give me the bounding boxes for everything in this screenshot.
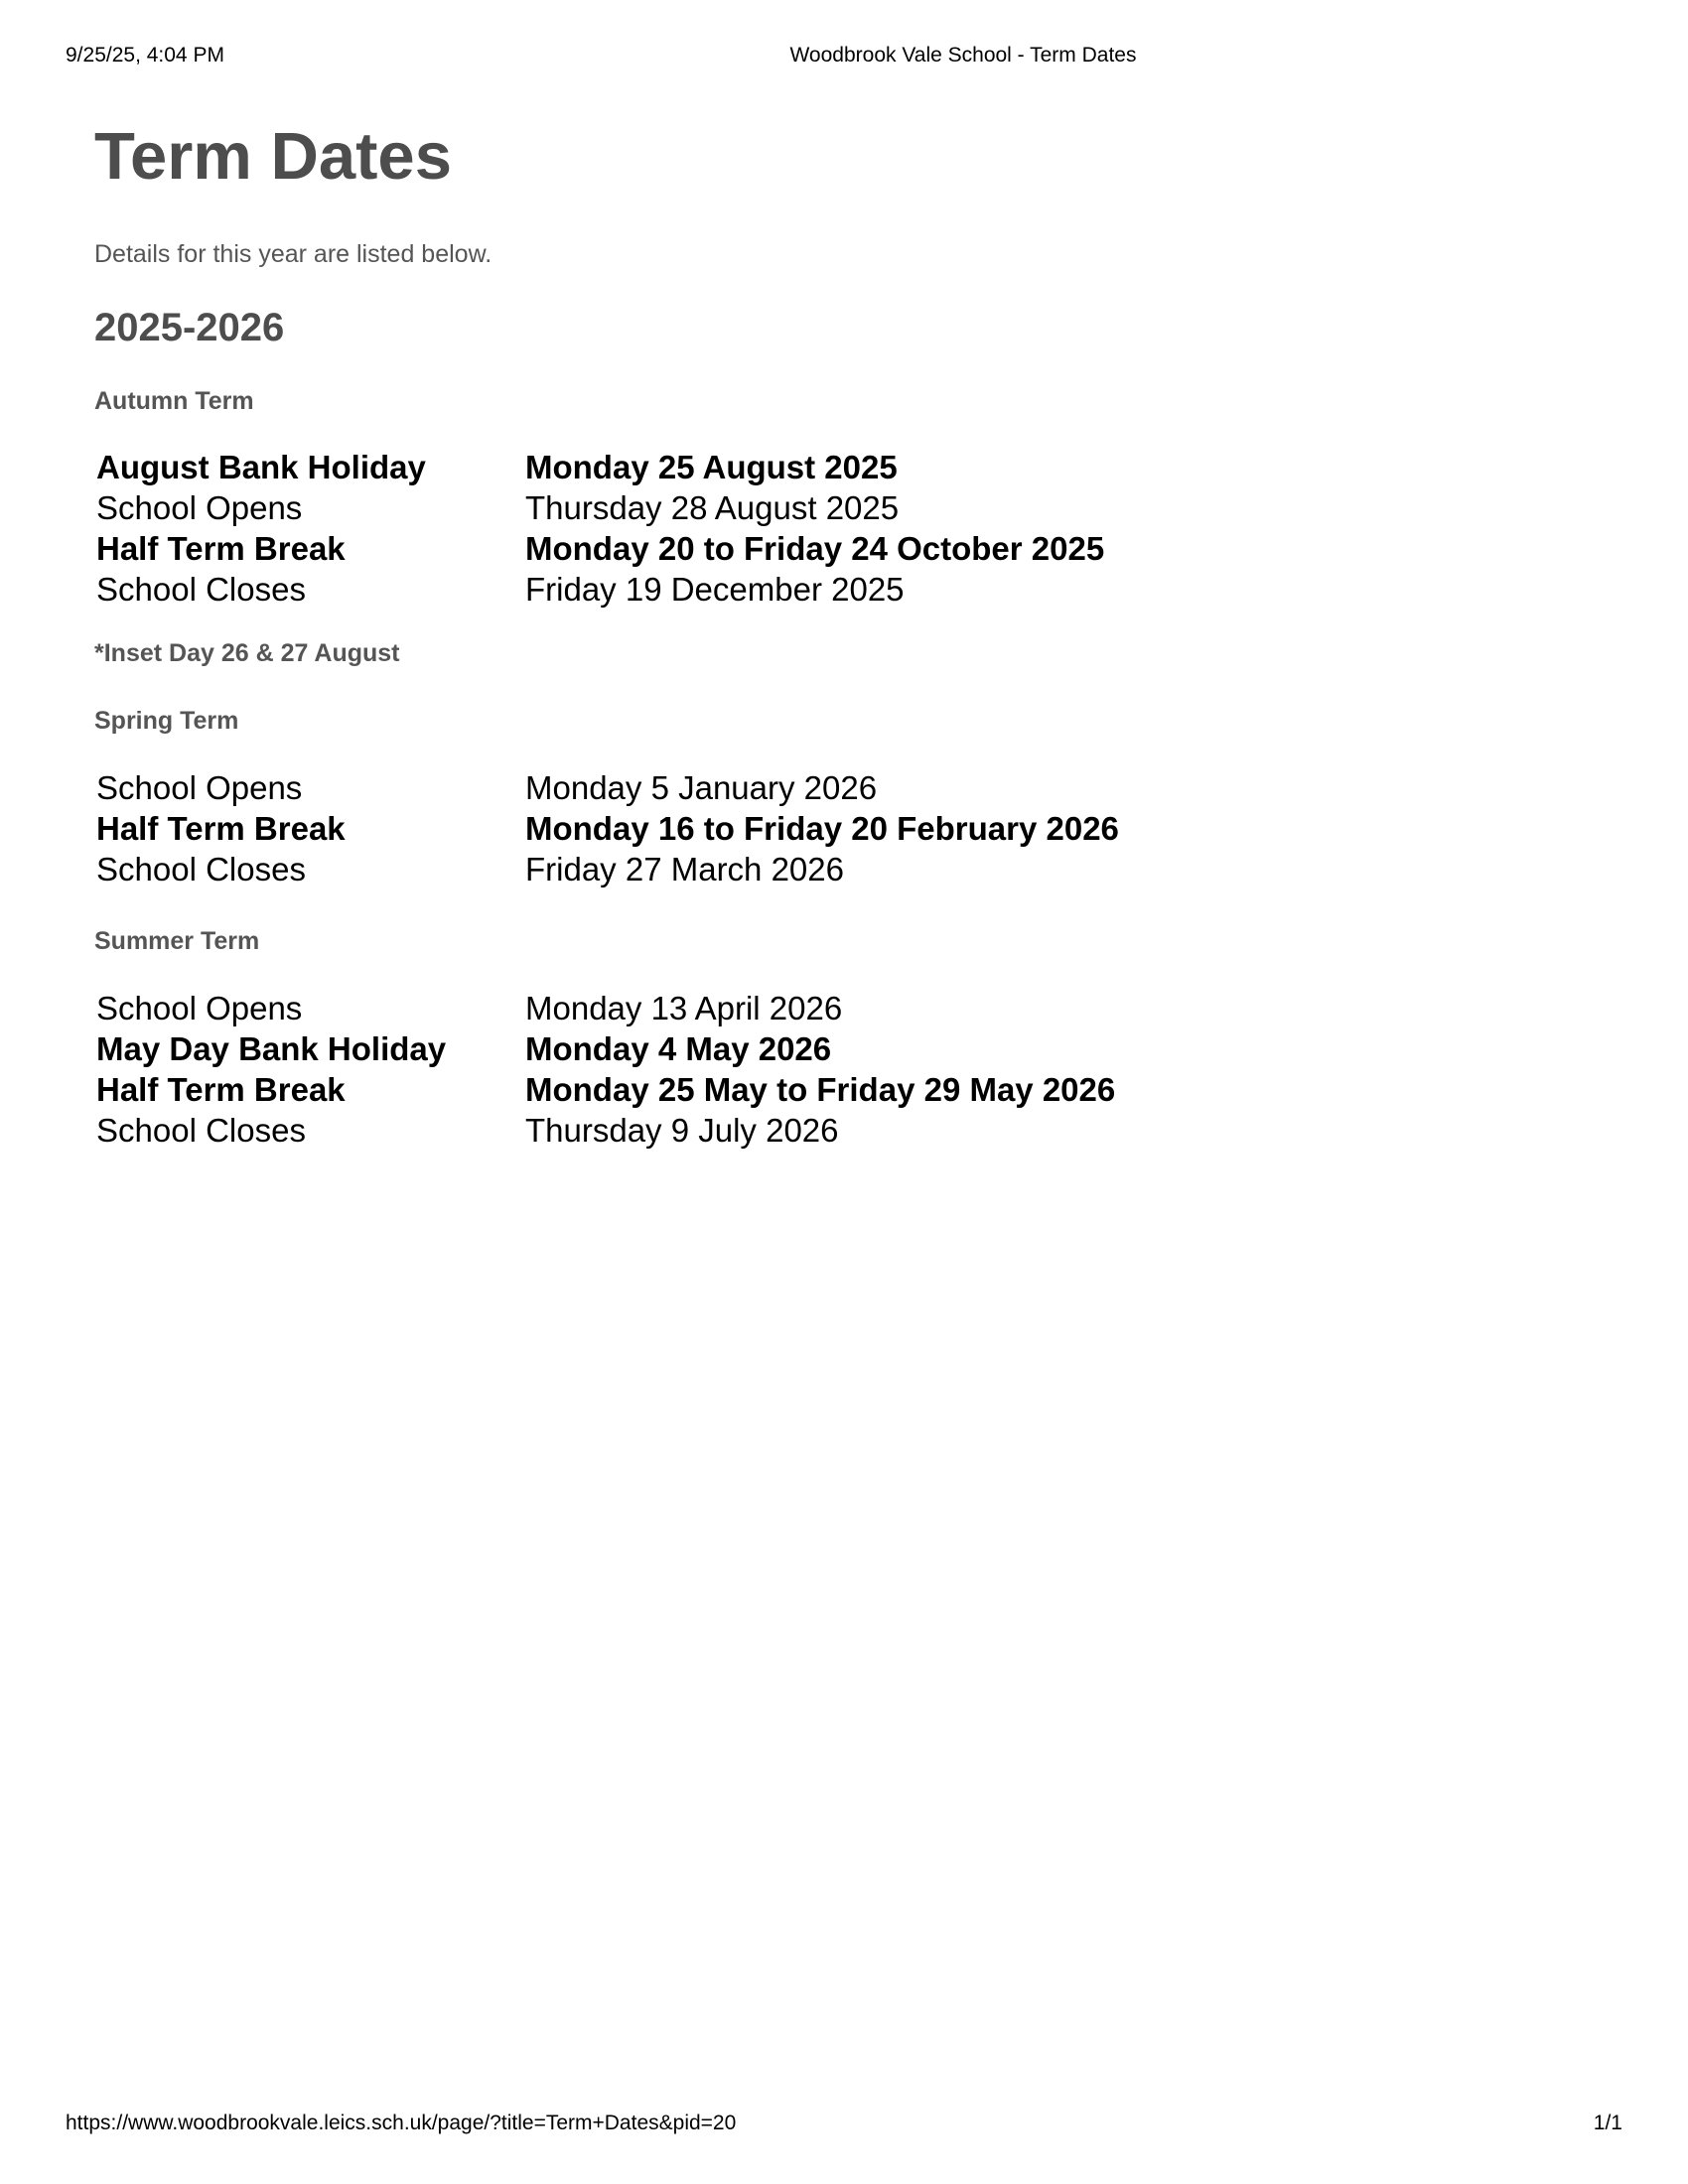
row-date: Monday 20 to Friday 24 October 2025: [525, 530, 1105, 567]
row-date: Monday 13 April 2026: [525, 990, 843, 1026]
row-label: School Opens: [96, 990, 303, 1026]
table-row: [96, 849, 1119, 889]
row-date: Thursday 28 August 2025: [525, 489, 900, 526]
autumn-term-table: [96, 447, 1104, 610]
row-date: Monday 25 May to Friday 29 May 2026: [525, 1071, 1116, 1108]
print-document-title: Woodbrook Vale School - Term Dates: [789, 44, 1137, 67]
summer-term-heading: Summer Term: [94, 927, 260, 955]
row-label: Half Term Break: [96, 810, 346, 847]
table-row: [96, 1110, 1115, 1151]
row-label: School Closes: [96, 571, 306, 608]
table-row: [96, 569, 1104, 610]
row-date: Friday 27 March 2026: [525, 851, 844, 887]
row-label: School Closes: [96, 1112, 306, 1149]
table-row: [96, 1069, 1115, 1110]
row-date: Monday 16 to Friday 20 February 2026: [525, 810, 1119, 847]
print-page-count: 1/1: [1593, 2112, 1622, 2134]
print-url: https://www.woodbrookvale.leics.sch.uk/page/?title=Term+Dates&pid=20: [66, 2112, 737, 2134]
summer-term-table: [96, 988, 1115, 1151]
table-row: [96, 808, 1119, 849]
inset-day-note: *Inset Day 26 & 27 August: [94, 639, 400, 667]
row-label: August Bank Holiday: [96, 449, 426, 485]
print-datetime: 9/25/25, 4:04 PM: [66, 44, 224, 67]
row-date: Monday 4 May 2026: [525, 1030, 832, 1067]
row-label: School Opens: [96, 769, 303, 806]
row-date: Friday 19 December 2025: [525, 571, 905, 608]
table-row: [96, 767, 1119, 808]
intro-text: Details for this year are listed below.: [94, 240, 492, 268]
row-date: Thursday 9 July 2026: [525, 1112, 839, 1149]
year-heading: 2025-2026: [94, 306, 285, 349]
row-label: Half Term Break: [96, 1071, 346, 1108]
spring-term-heading: Spring Term: [94, 707, 239, 735]
row-label: Half Term Break: [96, 530, 346, 567]
spring-term-table: [96, 767, 1119, 889]
row-date: Monday 25 August 2025: [525, 449, 898, 485]
row-date: Monday 5 January 2026: [525, 769, 878, 806]
table-row: [96, 988, 1115, 1028]
autumn-term-heading: Autumn Term: [94, 387, 254, 415]
table-row: [96, 487, 1104, 528]
main-content: [94, 117, 1564, 1149]
table-row: [96, 447, 1104, 487]
row-label: School Opens: [96, 489, 303, 526]
table-row: [96, 528, 1104, 569]
table-row: [96, 1028, 1115, 1069]
row-label: May Day Bank Holiday: [96, 1030, 447, 1067]
page-title: Term Dates: [94, 119, 452, 194]
row-label: School Closes: [96, 851, 306, 887]
